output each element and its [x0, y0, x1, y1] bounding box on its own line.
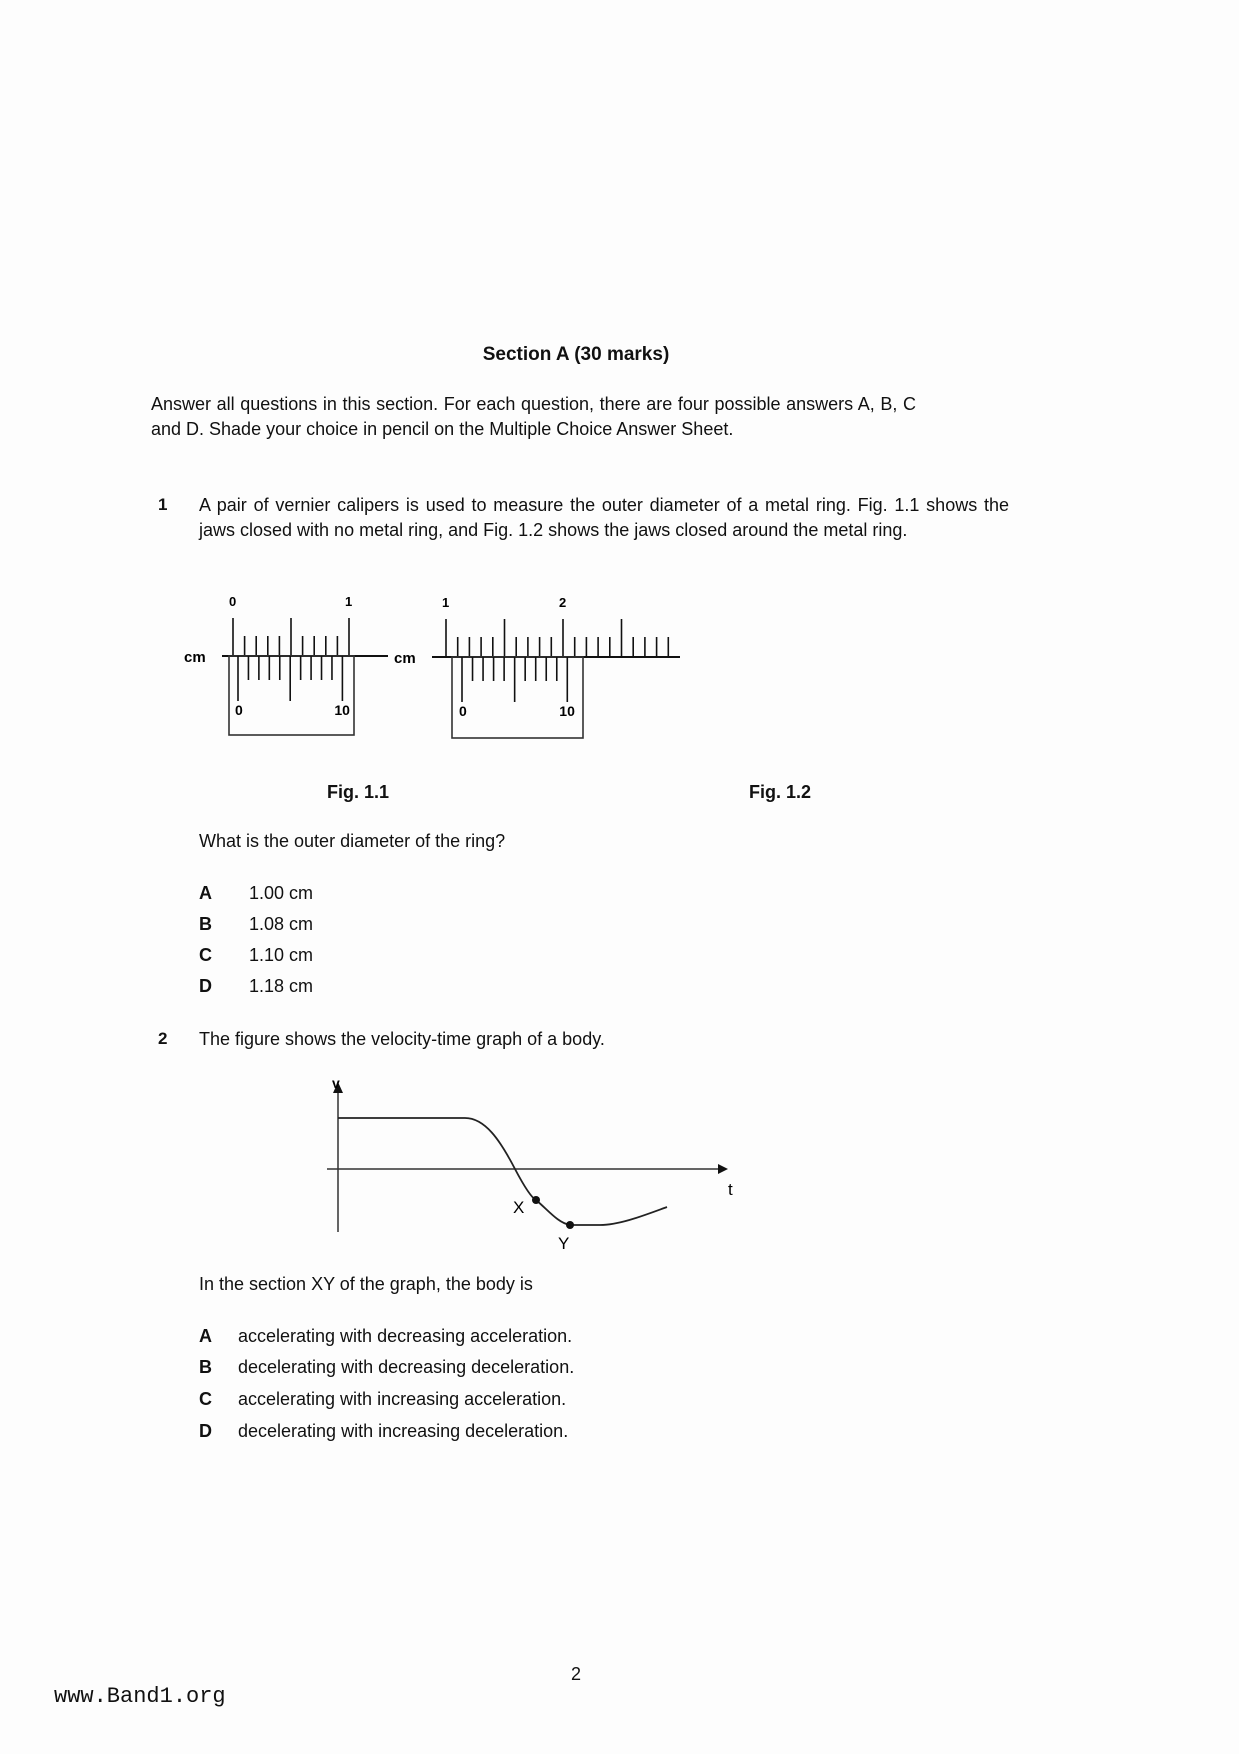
- option-letter: B: [199, 1357, 212, 1377]
- option-letter: C: [199, 945, 212, 965]
- option-letter: D: [199, 1421, 212, 1441]
- t-axis-arrow: [718, 1164, 728, 1174]
- unit-label: cm: [394, 650, 416, 667]
- question-2-prompt: In the section XY of the graph, the body is: [199, 1274, 533, 1294]
- velocity-time-graph: [300, 1060, 760, 1260]
- option-text: 1.10 cm: [249, 945, 314, 965]
- fig-1-1-label: Fig. 1.1: [327, 782, 390, 802]
- question-1-number: 1: [158, 495, 168, 514]
- velocity-curve: [338, 1118, 667, 1225]
- main-scale-label: 0: [229, 594, 237, 609]
- option-letter: C: [199, 1389, 212, 1409]
- x-label: X: [513, 1198, 525, 1217]
- option-text: 1.18 cm: [249, 976, 314, 996]
- page-number: 2: [571, 1664, 582, 1684]
- option-text: accelerating with decreasing acceleration.: [238, 1326, 573, 1346]
- v-axis-label: v: [332, 1075, 340, 1091]
- t-axis-label: t: [728, 1180, 733, 1199]
- question-2-text: The figure shows the velocity-time graph of a body.: [199, 1029, 605, 1049]
- option-text: decelerating with decreasing deceleration.: [238, 1357, 575, 1377]
- footer-watermark: www.Band1.org: [54, 1684, 226, 1709]
- option-text: 1.00 cm: [249, 883, 314, 903]
- option-text: decelerating with increasing deceleration.: [238, 1421, 569, 1441]
- vernier-calipers-figures: [0, 0, 1239, 760]
- question-2-number: 2: [158, 1029, 168, 1048]
- vernier-scale-label: 10: [334, 702, 350, 718]
- option-letter: D: [199, 976, 212, 996]
- question-1-prompt: What is the outer diameter of the ring?: [199, 831, 506, 851]
- fig-1-2-label: Fig. 1.2: [749, 782, 812, 802]
- y-label: Y: [558, 1234, 570, 1253]
- main-scale-label: 1: [345, 594, 353, 609]
- vernier-scale-label: 10: [559, 703, 575, 719]
- vernier-scale-label: 0: [459, 703, 467, 719]
- option-letter: B: [199, 914, 212, 934]
- option-text: 1.08 cm: [249, 914, 314, 934]
- point-y: [566, 1221, 574, 1229]
- vernier-scale-label: 0: [235, 702, 243, 718]
- instructions: Answer all questions in this section. For each question, there are four possible answers A, B, C and D. Shade your choice in pencil on the Multiple Choice Answer Sheet.: [151, 394, 916, 439]
- section-title: Section A (30 marks): [482, 344, 670, 365]
- option-letter: A: [199, 1326, 212, 1346]
- vernier-fig-1-2: [394, 595, 680, 738]
- main-scale-label: 2: [559, 595, 567, 610]
- vernier-scale-box: [452, 657, 583, 738]
- unit-label: cm: [184, 649, 206, 666]
- main-scale-label: 1: [442, 595, 450, 610]
- option-text: accelerating with increasing acceleration.: [238, 1389, 567, 1409]
- point-x: [532, 1196, 540, 1204]
- question-1-text: A pair of vernier calipers is used to measure the outer diameter of a metal ring. Fig. 1.1 shows the jaws closed with no metal ring, and Fig. 1.2 shows the jaws closed around the metal ring.: [199, 495, 1009, 540]
- vernier-fig-1-1: [184, 594, 388, 735]
- option-letter: A: [199, 883, 212, 903]
